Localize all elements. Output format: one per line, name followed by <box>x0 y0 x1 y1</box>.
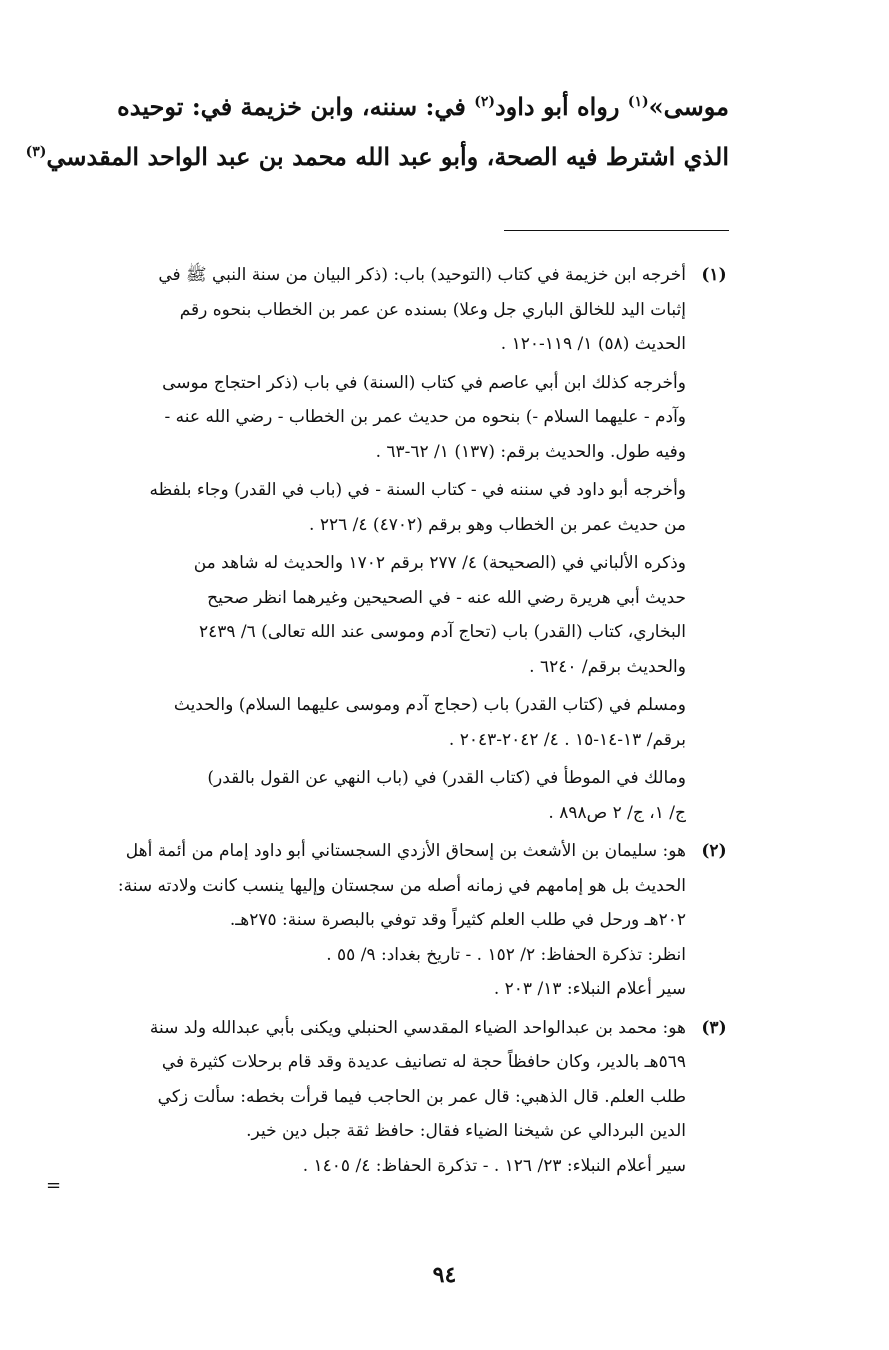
footnote-line: سير أعلام النبلاء: ٢٣/ ١٢٦ . - تذكرة الحفاظ: ٤/ ١٤٠٥ . <box>302 1155 686 1176</box>
footnote-line: هو: محمد بن عبدالواحد الضياء المقدسي الحنبلي ويكنى بأبي عبدالله ولد سنة <box>149 1017 686 1038</box>
footnote-paragraph <box>55 473 686 542</box>
footnote-line: الحديث بل هو إمامهم في زمانه أصله من سجستان وإليها ينسب كانت ولادته سنة: <box>117 875 686 896</box>
main-text-fragment: رواه أبو داود <box>494 92 628 121</box>
footnote-paragraph <box>55 834 686 1007</box>
footnote-line: ومالك في الموطأ في (كتاب القدر) في (باب النهي عن القول بالقدر) <box>207 768 686 788</box>
footnote-line: من حديث عمر بن الخطاب وهو برقم (٤٧٠٢) ٤/ ٢٢٦ . <box>309 514 686 535</box>
footnote-line: الدين البردالي عن شيخنا الضياء فقال: حافظ ثقة جبل دين خير. <box>246 1121 686 1141</box>
footnote-paragraph <box>55 546 686 684</box>
footnote-line: أخرجه ابن خزيمة في كتاب (التوحيد) باب: (ذكر البيان من سنة النبي ﷺ في <box>158 265 686 285</box>
footnote-number: (١) <box>701 265 727 285</box>
footnote-1 <box>55 258 734 830</box>
footnote-number: (٢) <box>701 841 727 861</box>
footnote-number: (٣) <box>701 1017 727 1038</box>
footnote-line: وذكره الألباني في (الصحيحة) ٤/ ٢٧٧ برقم ١٧٠٢ والحديث له شاهد من <box>193 553 686 573</box>
footnote-line: ج/ ١، ج/ ٢ ص٨٩٨ . <box>548 802 686 823</box>
footnote-ref-3[interactable]: (٣) <box>25 144 47 160</box>
footnote-line: سير أعلام النبلاء: ١٣/ ٢٠٣ . <box>493 979 686 999</box>
continuation-mark: = <box>46 1175 62 1196</box>
main-text-fragment: الذي اشترط فيه الصحة، وأبو عبد الله محمد بن عبد الواحد المقدسي <box>46 142 729 171</box>
main-text-fragment: في: سننه، وابن خزيمة في: توحيده <box>117 92 475 121</box>
footnote-line: برقم/ ١٣-١٤-١٥ . ٤/ ٢٠٤٢-٢٠٤٣ . <box>448 729 686 750</box>
footnote-paragraph <box>55 366 686 470</box>
footnote-line: البخاري، كتاب (القدر) باب (تحاج آدم وموسى عند الله تعالى) ٦/ ٢٤٣٩ <box>198 622 686 642</box>
footnote-line: وآدم - عليهما السلام -) بنحوه من حديث عمر بن الخطاب - رضي الله عنه - <box>164 407 686 427</box>
main-text-line <box>55 82 729 132</box>
footnote-ref-2[interactable]: (٢) <box>474 94 495 110</box>
footnote-line: ٢٠٢هـ ورحل في طلب العلم كثيراً وقد توفي بالبصرة سنة: ٢٧٥هـ. <box>229 910 686 930</box>
footnote-line: ومسلم في (كتاب القدر) باب (حجاج آدم وموسى عليهما السلام) والحديث <box>173 695 686 715</box>
footnote-paragraph <box>55 761 686 830</box>
footnotes-section <box>55 258 734 1183</box>
footnote-line: هو: سليمان بن الأشعث بن إسحاق الأزدي السجستاني أبو داود إمام من أئمة أهل <box>125 841 686 861</box>
footnote-ref-1[interactable]: (١) <box>627 94 649 110</box>
footnote-paragraph <box>55 258 686 362</box>
main-text <box>25 82 729 182</box>
footnote-line: حديث أبي هريرة رضي الله عنه - في الصحيحين وغيرهما انظر صحيح <box>207 587 686 608</box>
footnote-line: وفيه طول. والحديث برقم: (١٣٧) ١/ ٦٢-٦٣ . <box>375 441 686 462</box>
footnote-paragraph <box>55 688 686 757</box>
footnote-line: الحديث (٥٨) ١/ ١١٩-١٢٠ . <box>500 334 686 354</box>
footnote-paragraph <box>55 1011 686 1184</box>
footnote-3 <box>55 1011 734 1184</box>
footnote-separator-rule <box>504 230 729 231</box>
footnote-line: وأخرجه أبو داود في سننه في - كتاب السنة - في (باب في القدر) وجاء بلفظه <box>149 480 686 500</box>
footnote-line: وأخرجه كذلك ابن أبي عاصم في كتاب (السنة) في باب (ذكر احتجاج موسى <box>162 372 686 393</box>
page-number: ٩٤ <box>432 1262 457 1288</box>
main-text-fragment: موسى» <box>648 92 729 121</box>
footnote-line: انظر: تذكرة الحفاظ: ٢/ ١٥٢ . - تاريخ بغداد: ٩/ ٥٥ . <box>326 944 686 965</box>
main-text-line <box>25 132 729 182</box>
footnote-line: طلب العلم. قال الذهبي: قال عمر بن الحاجب فيما قرأت بخطه: سألت زكي <box>157 1086 686 1107</box>
footnote-line: والحديث برقم/ ٦٢٤٠ . <box>529 656 686 677</box>
footnote-line: إثبات اليد للخالق الباري جل وعلا) بسنده عن عمر بن الخطاب بنحوه رقم <box>179 299 686 320</box>
footnote-2 <box>55 834 734 1007</box>
footnote-line: ٥٦٩هـ بالدير، وكان حافظاً حجة له تصانيف عديدة وقد قام برحلات كثيرة في <box>161 1052 686 1072</box>
